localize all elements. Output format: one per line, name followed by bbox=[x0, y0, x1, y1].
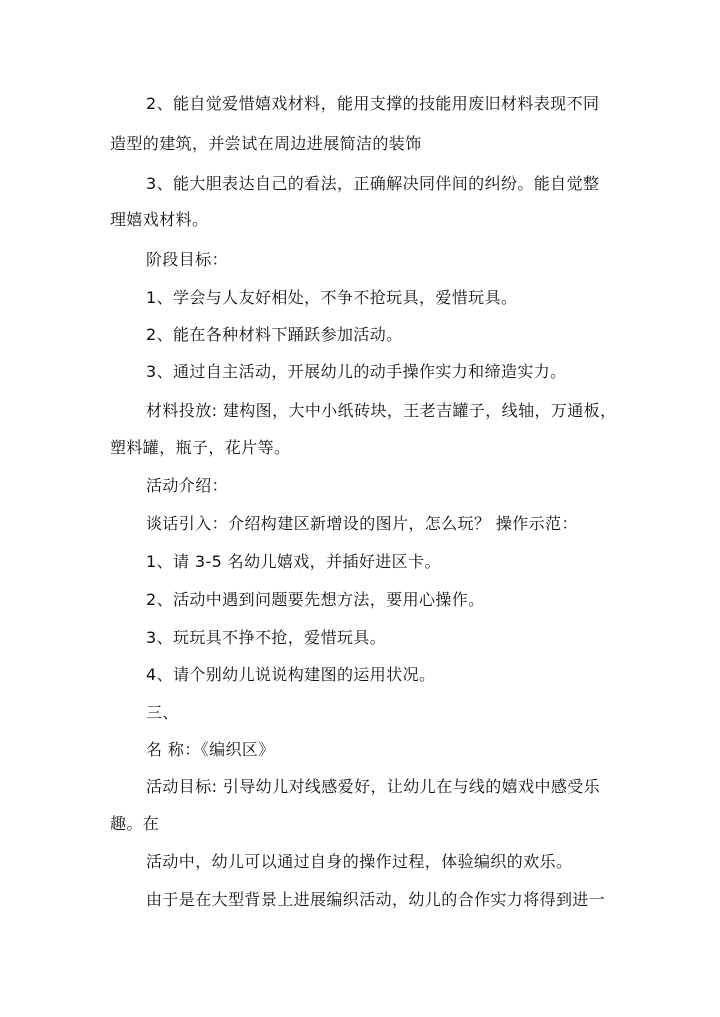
activity-experience-paragraph: 活动中，幼儿可以通过自身的操作过程，体验编织的欢乐。 bbox=[146, 852, 573, 871]
talk-intro-paragraph: 谈话引入：介绍构建区新增设的图片，怎么玩？ 操作示范： bbox=[146, 514, 578, 533]
section-three-heading: 三、 bbox=[146, 703, 179, 722]
paragraph-goal-2-cont: 造型的建筑，并尝试在周边进展简洁的装饰 bbox=[110, 134, 422, 153]
step-3: 3、玩玩具不挣不抢，爱惜玩具。 bbox=[146, 628, 387, 647]
activity-goal-paragraph-cont: 趣。在 bbox=[110, 814, 160, 833]
materials-paragraph: 材料投放: 建构图，大中小纸砖块，王老吉罐子，线轴，万通板， bbox=[146, 401, 617, 420]
activity-intro-heading: 活动介绍： bbox=[146, 476, 229, 495]
paragraph-goal-3-cont: 理嬉戏材料。 bbox=[110, 210, 209, 229]
stage-goal-2: 2、能在各种材料下踊跃参加活动。 bbox=[146, 325, 403, 344]
cooperation-paragraph: 由于是在大型背景上进展编织活动，幼儿的合作实力将得到进一 bbox=[146, 890, 606, 909]
step-2: 2、活动中遇到问题要先想方法，要用心操作。 bbox=[146, 590, 485, 609]
materials-paragraph-cont: 塑料罐，瓶子，花片等。 bbox=[110, 438, 291, 457]
step-4: 4、请个别幼儿说说构建图的运用状况。 bbox=[146, 665, 436, 684]
stage-goals-heading: 阶段目标： bbox=[146, 250, 229, 269]
activity-goal-paragraph: 活动目标: 引导幼儿对线感爱好，让幼儿在与线的嬉戏中感受乐 bbox=[146, 777, 601, 796]
paragraph-goal-3: 3、能大胆表达自己的看法，正确解决同伴间的纠纷。能自觉整 bbox=[146, 174, 600, 193]
stage-goal-1: 1、学会与人友好相处，不争不抢玩具，爱惜玩具。 bbox=[146, 288, 518, 307]
stage-goal-3: 3、通过自主活动，开展幼儿的动手操作实力和缔造实力。 bbox=[146, 362, 567, 381]
paragraph-goal-2: 2、能自觉爱惜嬉戏材料，能用支撑的技能用废旧材料表现不同 bbox=[146, 94, 600, 113]
step-1: 1、请 3-5 名幼儿嬉戏，并插好进区卡。 bbox=[146, 552, 441, 571]
section-name: 名 称：《编织区》 bbox=[146, 740, 275, 759]
